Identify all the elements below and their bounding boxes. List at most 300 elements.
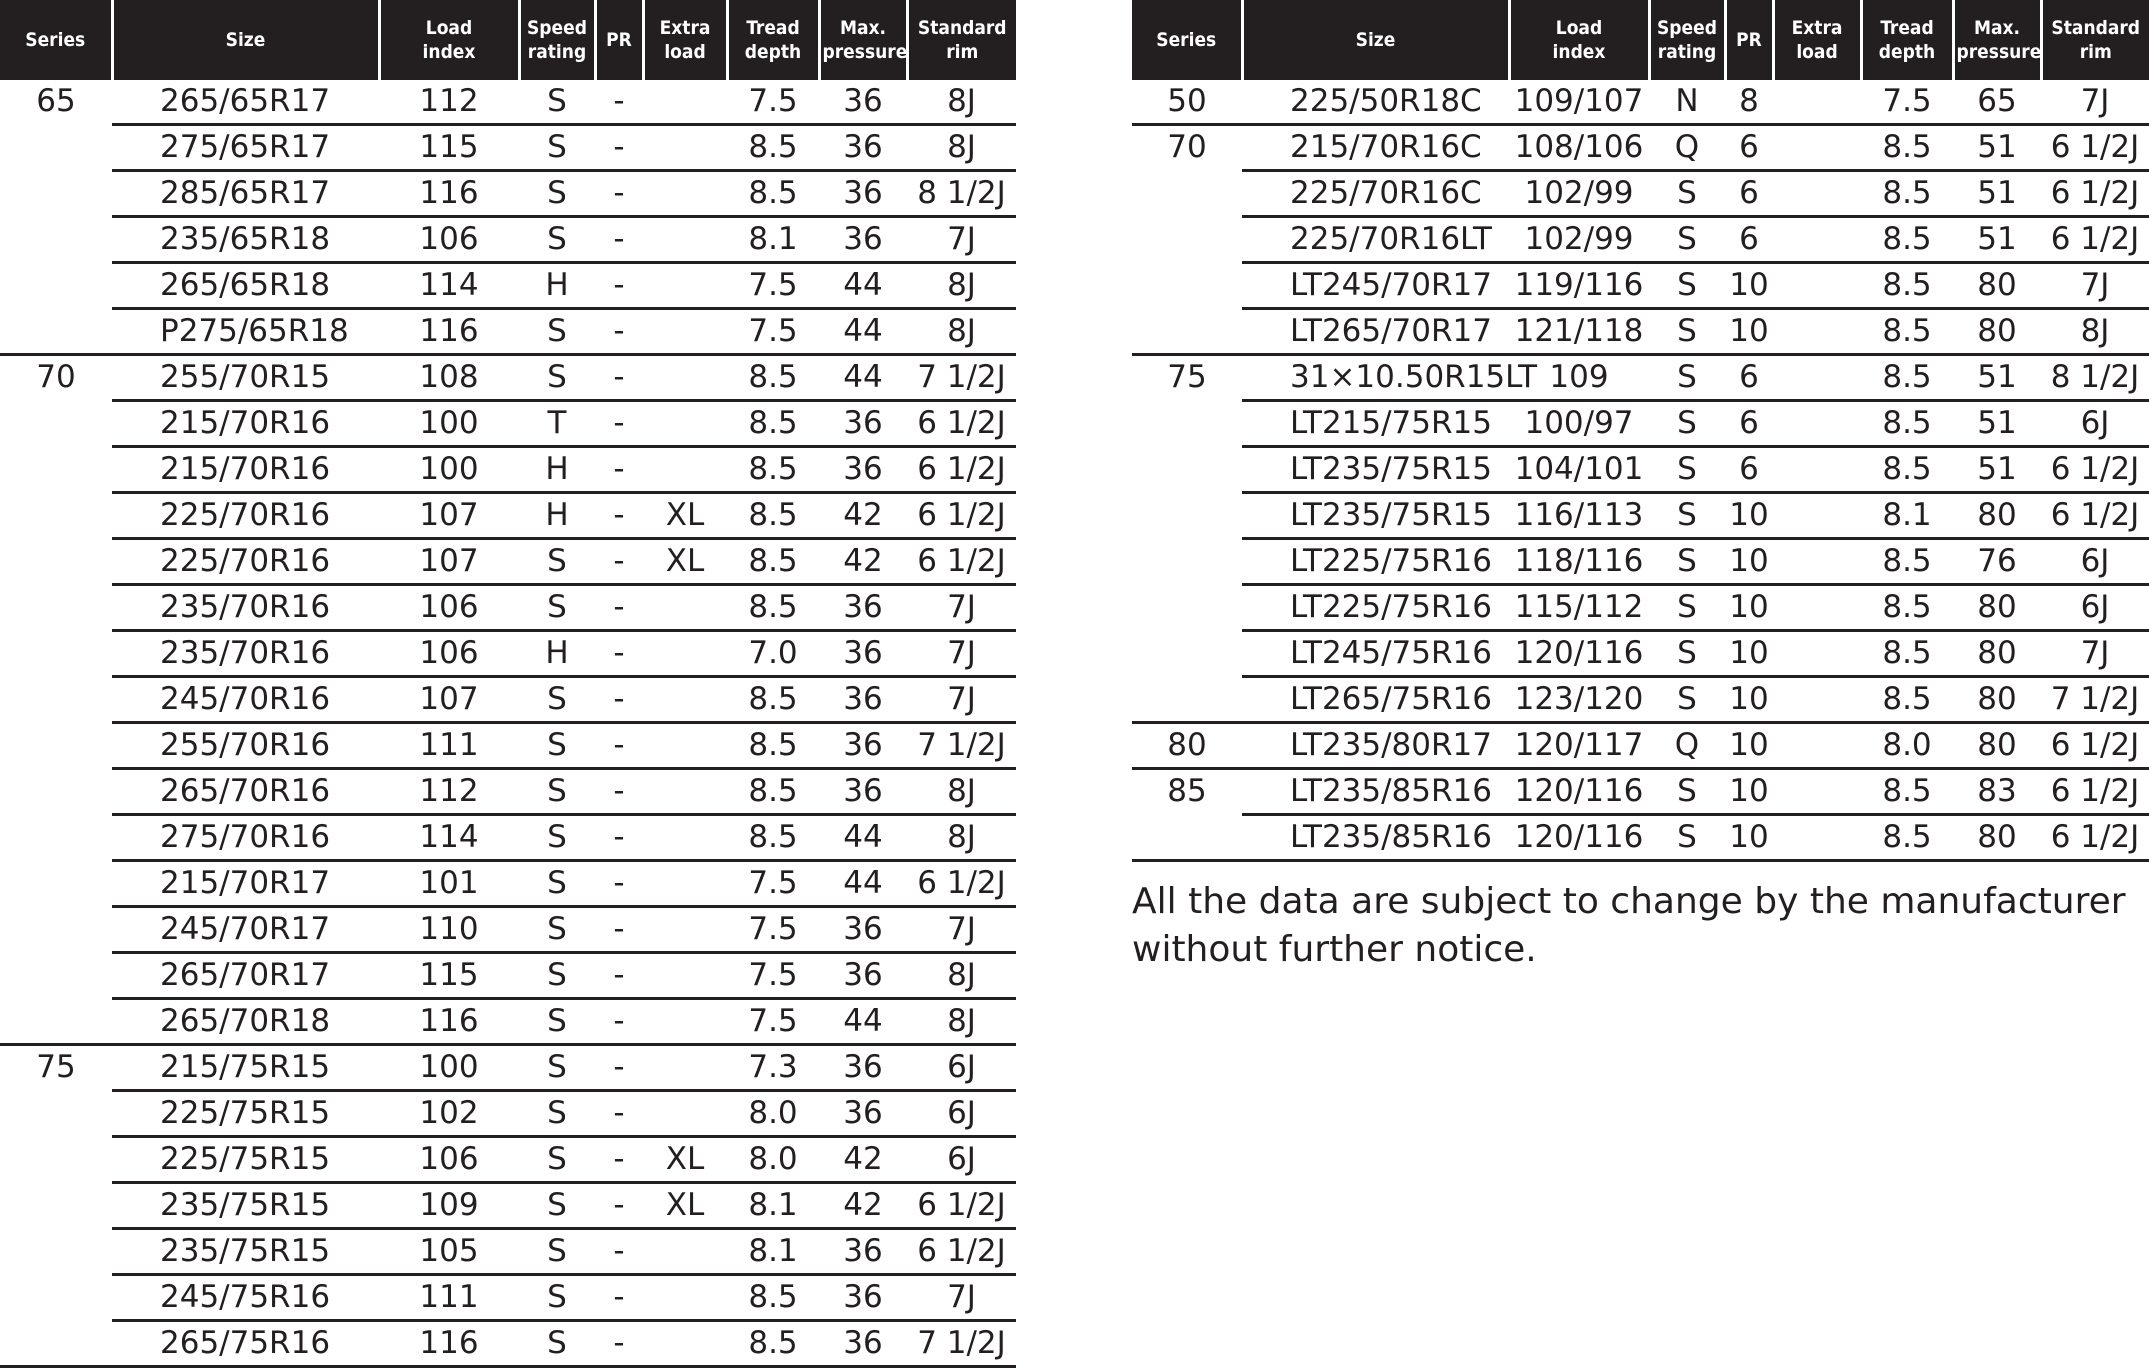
tread-depth-cell: 8.5 <box>1861 401 1953 447</box>
max-pressure-cell: 80 <box>1953 723 2041 769</box>
pr-cell: - <box>595 1045 643 1091</box>
size-cell: 215/70R16C <box>1242 125 1509 171</box>
load-index-cell: 120/116 <box>1509 631 1649 677</box>
table-row <box>0 80 1016 125</box>
size-cell: 265/65R17 <box>112 80 379 125</box>
size-cell: 225/70R16 <box>112 493 379 539</box>
table-row <box>0 1183 1016 1229</box>
tire-spec-table-right <box>1132 0 2149 862</box>
extra-load-cell <box>643 1275 727 1321</box>
table-row <box>1132 447 2149 493</box>
load-index-cell: 116 <box>379 309 519 355</box>
speed-rating-cell: S <box>1649 171 1725 217</box>
size-cell: LT235/85R16 <box>1242 815 1509 861</box>
speed-rating-cell: S <box>1649 585 1725 631</box>
load-index-cell: 109/107 <box>1509 80 1649 125</box>
speed-rating-cell: H <box>519 263 595 309</box>
load-index-cell: 115 <box>379 125 519 171</box>
tire-spec-table-left <box>0 0 1016 1368</box>
table-row <box>0 631 1016 677</box>
speed-rating-cell: S <box>519 355 595 401</box>
speed-rating-cell: S <box>1649 401 1725 447</box>
extra-load-cell <box>643 585 727 631</box>
disclaimer-notice <box>1132 878 2132 974</box>
standard-rim-cell: 7J <box>907 1275 1016 1321</box>
extra-load-cell <box>643 907 727 953</box>
tread-depth-cell: 8.5 <box>727 677 819 723</box>
max-pressure-cell: 36 <box>819 585 907 631</box>
max-pressure-cell: 36 <box>819 631 907 677</box>
tread-depth-cell: 7.5 <box>727 953 819 999</box>
header-tread-depth: Tread depth <box>1861 0 1953 80</box>
pr-cell: 8 <box>1725 80 1773 125</box>
extra-load-cell <box>1773 355 1861 401</box>
standard-rim-cell: 6J <box>2041 401 2149 447</box>
size-cell: 215/75R15 <box>112 1045 379 1091</box>
speed-rating-cell: Q <box>1649 125 1725 171</box>
max-pressure-cell: 36 <box>819 953 907 999</box>
max-pressure-cell: 51 <box>1953 355 2041 401</box>
extra-load-cell <box>643 631 727 677</box>
pr-cell: - <box>595 401 643 447</box>
tread-depth-cell: 8.5 <box>1861 263 1953 309</box>
pr-cell: 6 <box>1725 171 1773 217</box>
speed-rating-cell: H <box>519 631 595 677</box>
table-row <box>1132 309 2149 355</box>
load-index-cell: 106 <box>379 631 519 677</box>
max-pressure-cell: 80 <box>1953 585 2041 631</box>
max-pressure-cell: 36 <box>819 677 907 723</box>
pr-cell: - <box>595 217 643 263</box>
max-pressure-cell: 80 <box>1953 493 2041 539</box>
pr-cell: - <box>595 677 643 723</box>
tread-depth-cell: 7.0 <box>727 631 819 677</box>
max-pressure-cell: 36 <box>819 171 907 217</box>
pr-cell: - <box>595 999 643 1045</box>
table-body <box>0 80 1016 1367</box>
size-cell: 235/70R16 <box>112 585 379 631</box>
table-header <box>1132 0 2149 80</box>
series-cell: 70 <box>0 355 112 1045</box>
tread-depth-cell: 8.5 <box>727 1321 819 1367</box>
load-index-cell: 100 <box>379 1045 519 1091</box>
max-pressure-cell: 51 <box>1953 401 2041 447</box>
extra-load-cell <box>1773 447 1861 493</box>
extra-load-cell <box>1773 309 1861 355</box>
tread-depth-cell: 8.5 <box>1861 769 1953 815</box>
extra-load-cell <box>643 1229 727 1275</box>
table-header <box>0 0 1016 80</box>
tread-depth-cell: 7.5 <box>727 907 819 953</box>
speed-rating-cell: S <box>519 907 595 953</box>
pr-cell: - <box>595 355 643 401</box>
extra-load-cell <box>1773 125 1861 171</box>
speed-rating-cell: S <box>519 815 595 861</box>
load-index-cell: 102 <box>379 1091 519 1137</box>
header-tread-depth: Tread depth <box>727 0 819 80</box>
pr-cell: - <box>595 1183 643 1229</box>
size-cell: 265/65R18 <box>112 263 379 309</box>
extra-load-cell <box>1773 401 1861 447</box>
tread-depth-cell: 8.5 <box>1861 815 1953 861</box>
header-pr: PR <box>1725 0 1773 80</box>
table-row <box>0 401 1016 447</box>
extra-load-cell <box>1773 263 1861 309</box>
load-index-cell: 106 <box>379 217 519 263</box>
max-pressure-cell: 44 <box>819 355 907 401</box>
pr-cell: - <box>595 815 643 861</box>
table-row <box>1132 125 2149 171</box>
series-cell: 80 <box>1132 723 1242 769</box>
table-row <box>0 309 1016 355</box>
speed-rating-cell: S <box>1649 263 1725 309</box>
size-cell: 275/70R16 <box>112 815 379 861</box>
pr-cell: 6 <box>1725 217 1773 263</box>
standard-rim-cell: 6J <box>907 1137 1016 1183</box>
standard-rim-cell: 7J <box>907 907 1016 953</box>
standard-rim-cell: 7J <box>2041 80 2149 125</box>
speed-rating-cell: H <box>519 493 595 539</box>
table-row <box>1132 80 2149 125</box>
tread-depth-cell: 8.5 <box>1861 125 1953 171</box>
pr-cell: - <box>595 1229 643 1275</box>
pr-cell: 10 <box>1725 493 1773 539</box>
extra-load-cell: XL <box>643 1137 727 1183</box>
pr-cell: - <box>595 723 643 769</box>
max-pressure-cell: 36 <box>819 1045 907 1091</box>
speed-rating-cell: S <box>519 999 595 1045</box>
load-index-cell: 102/99 <box>1509 171 1649 217</box>
table-row <box>0 907 1016 953</box>
tread-depth-cell: 8.5 <box>1861 355 1953 401</box>
load-index-cell: 120/116 <box>1509 815 1649 861</box>
pr-cell: 10 <box>1725 677 1773 723</box>
size-cell: 225/75R15 <box>112 1137 379 1183</box>
speed-rating-cell: Q <box>1649 723 1725 769</box>
pr-cell: - <box>595 493 643 539</box>
tread-depth-cell: 8.5 <box>727 447 819 493</box>
tread-depth-cell: 7.5 <box>1861 80 1953 125</box>
extra-load-cell <box>1773 171 1861 217</box>
extra-load-cell <box>1773 585 1861 631</box>
max-pressure-cell: 51 <box>1953 217 2041 263</box>
table-row <box>0 355 1016 401</box>
pr-cell: - <box>595 631 643 677</box>
series-cell: 65 <box>0 80 112 355</box>
standard-rim-cell: 6 1/2J <box>2041 815 2149 861</box>
speed-rating-cell: S <box>519 217 595 263</box>
standard-rim-cell: 6 1/2J <box>2041 125 2149 171</box>
load-index-cell: 100/97 <box>1509 401 1649 447</box>
table-row <box>0 1275 1016 1321</box>
standard-rim-cell: 6 1/2J <box>907 401 1016 447</box>
pr-cell: 6 <box>1725 401 1773 447</box>
size-cell: LT265/70R17 <box>1242 309 1509 355</box>
size-cell: 265/70R16 <box>112 769 379 815</box>
size-cell: LT235/75R15 <box>1242 447 1509 493</box>
speed-rating-cell: S <box>519 309 595 355</box>
table-row <box>0 585 1016 631</box>
tread-depth-cell: 7.5 <box>727 999 819 1045</box>
pr-cell: - <box>595 1275 643 1321</box>
max-pressure-cell: 42 <box>819 539 907 585</box>
extra-load-cell <box>643 1045 727 1091</box>
load-index-cell: 112 <box>379 80 519 125</box>
pr-cell: - <box>595 263 643 309</box>
standard-rim-cell: 6 1/2J <box>907 1183 1016 1229</box>
standard-rim-cell: 8J <box>2041 309 2149 355</box>
header-pr: PR <box>595 0 643 80</box>
size-cell: LT265/75R16 <box>1242 677 1509 723</box>
load-index-cell: 114 <box>379 815 519 861</box>
standard-rim-cell: 8J <box>907 769 1016 815</box>
speed-rating-cell: S <box>1649 217 1725 263</box>
max-pressure-cell: 36 <box>819 401 907 447</box>
extra-load-cell <box>1773 631 1861 677</box>
max-pressure-cell: 80 <box>1953 677 2041 723</box>
header-series: Series <box>0 0 112 80</box>
standard-rim-cell: 6 1/2J <box>2041 171 2149 217</box>
max-pressure-cell: 36 <box>819 1229 907 1275</box>
table-row <box>0 1229 1016 1275</box>
size-cell: LT245/75R16 <box>1242 631 1509 677</box>
extra-load-cell <box>643 769 727 815</box>
size-cell: LT225/75R16 <box>1242 585 1509 631</box>
tread-depth-cell: 7.5 <box>727 80 819 125</box>
size-cell: 225/50R18C <box>1242 80 1509 125</box>
pr-cell: 10 <box>1725 815 1773 861</box>
max-pressure-cell: 44 <box>819 861 907 907</box>
standard-rim-cell: 7J <box>907 677 1016 723</box>
speed-rating-cell: S <box>1649 309 1725 355</box>
load-index-cell: 116 <box>379 171 519 217</box>
extra-load-cell: XL <box>643 539 727 585</box>
size-cell: 235/75R15 <box>112 1229 379 1275</box>
speed-rating-cell: S <box>519 861 595 907</box>
pr-cell: - <box>595 125 643 171</box>
standard-rim-cell: 6 1/2J <box>2041 769 2149 815</box>
size-cell: 225/70R16LT <box>1242 217 1509 263</box>
pr-cell: - <box>595 1137 643 1183</box>
speed-rating-cell: H <box>519 447 595 493</box>
table-row <box>0 723 1016 769</box>
pr-cell: - <box>595 769 643 815</box>
size-cell: 225/70R16C <box>1242 171 1509 217</box>
table-row <box>0 861 1016 907</box>
pr-cell: 10 <box>1725 631 1773 677</box>
load-index-cell: 102/99 <box>1509 217 1649 263</box>
size-cell: 235/70R16 <box>112 631 379 677</box>
extra-load-cell: XL <box>643 493 727 539</box>
pr-cell: - <box>595 585 643 631</box>
tread-depth-cell: 8.5 <box>1861 447 1953 493</box>
extra-load-cell <box>643 447 727 493</box>
table-body <box>1132 80 2149 861</box>
extra-load-cell <box>643 1321 727 1367</box>
max-pressure-cell: 42 <box>819 1137 907 1183</box>
header-standard-rim: Standard rim <box>2041 0 2149 80</box>
size-cell: 215/70R16 <box>112 447 379 493</box>
load-index-cell: 110 <box>379 907 519 953</box>
tread-depth-cell: 7.5 <box>727 309 819 355</box>
standard-rim-cell: 8J <box>907 80 1016 125</box>
series-cell: 70 <box>1132 125 1242 355</box>
extra-load-cell <box>643 263 727 309</box>
tread-depth-cell: 8.5 <box>727 585 819 631</box>
extra-load-cell <box>1773 769 1861 815</box>
standard-rim-cell: 6J <box>2041 539 2149 585</box>
speed-rating-cell: S <box>519 769 595 815</box>
disclaimer-line: All the data are subject to change by the manufacturer <box>1132 881 2126 922</box>
speed-rating-cell: S <box>1649 631 1725 677</box>
extra-load-cell <box>643 309 727 355</box>
speed-rating-cell: S <box>519 1045 595 1091</box>
extra-load-cell <box>643 1091 727 1137</box>
pr-cell: - <box>595 171 643 217</box>
pr-cell: - <box>595 309 643 355</box>
disclaimer-line: without further notice. <box>1132 929 1537 970</box>
load-index-cell: 108 <box>379 355 519 401</box>
max-pressure-cell: 36 <box>819 1091 907 1137</box>
standard-rim-cell: 8J <box>907 999 1016 1045</box>
standard-rim-cell: 6 1/2J <box>907 447 1016 493</box>
tread-depth-cell: 8.5 <box>727 723 819 769</box>
speed-rating-cell: S <box>519 1321 595 1367</box>
tread-depth-cell: 7.5 <box>727 263 819 309</box>
standard-rim-cell: 6J <box>2041 585 2149 631</box>
table-row <box>0 953 1016 999</box>
series-cell: 75 <box>1132 355 1242 723</box>
max-pressure-cell: 36 <box>819 447 907 493</box>
speed-rating-cell: S <box>519 1183 595 1229</box>
header-standard-rim: Standard rim <box>907 0 1016 80</box>
table-row <box>1132 585 2149 631</box>
header-series: Series <box>1132 0 1242 80</box>
table-row <box>0 539 1016 585</box>
size-cell: 245/70R17 <box>112 907 379 953</box>
standard-rim-cell: 6 1/2J <box>2041 493 2149 539</box>
table-row <box>1132 171 2149 217</box>
size-cell: LT235/80R17 <box>1242 723 1509 769</box>
speed-rating-cell: N <box>1649 80 1725 125</box>
load-index-cell: 115/112 <box>1509 585 1649 631</box>
header-size: Size <box>1242 0 1509 80</box>
standard-rim-cell: 8J <box>907 309 1016 355</box>
extra-load-cell <box>1773 677 1861 723</box>
size-cell: 225/75R15 <box>112 1091 379 1137</box>
speed-rating-cell: S <box>519 539 595 585</box>
size-cell: LT235/75R15 <box>1242 493 1509 539</box>
tread-depth-cell: 8.1 <box>727 217 819 263</box>
table-row <box>1132 723 2149 769</box>
max-pressure-cell: 44 <box>819 263 907 309</box>
table-row <box>0 493 1016 539</box>
size-cell: LT215/75R15 <box>1242 401 1509 447</box>
max-pressure-cell: 51 <box>1953 125 2041 171</box>
speed-rating-cell: S <box>519 125 595 171</box>
speed-rating-cell: S <box>519 1275 595 1321</box>
extra-load-cell <box>643 217 727 263</box>
table-row <box>1132 769 2149 815</box>
size-cell: LT245/70R17 <box>1242 263 1509 309</box>
table-row <box>0 1091 1016 1137</box>
speed-rating-cell: S <box>519 585 595 631</box>
table-row <box>1132 217 2149 263</box>
header-max-pressure: Max. pressure <box>819 0 907 80</box>
tread-depth-cell: 7.5 <box>727 861 819 907</box>
load-index-cell: 101 <box>379 861 519 907</box>
load-index-cell: 115 <box>379 953 519 999</box>
pr-cell: - <box>595 1321 643 1367</box>
load-index-cell: 104/101 <box>1509 447 1649 493</box>
pr-cell: - <box>595 861 643 907</box>
max-pressure-cell: 76 <box>1953 539 2041 585</box>
max-pressure-cell: 65 <box>1953 80 2041 125</box>
load-index-cell: 111 <box>379 1275 519 1321</box>
load-index-cell: 100 <box>379 447 519 493</box>
load-index-cell: 108/106 <box>1509 125 1649 171</box>
size-cell: 265/70R17 <box>112 953 379 999</box>
standard-rim-cell: 6 1/2J <box>907 493 1016 539</box>
table-row <box>0 769 1016 815</box>
pr-cell: 10 <box>1725 309 1773 355</box>
table-row <box>0 677 1016 723</box>
speed-rating-cell: T <box>519 401 595 447</box>
speed-rating-cell: S <box>1649 493 1725 539</box>
size-cell: 235/65R18 <box>112 217 379 263</box>
extra-load-cell <box>643 401 727 447</box>
table-row <box>0 999 1016 1045</box>
header-load-index: Load index <box>379 0 519 80</box>
size-cell: 235/75R15 <box>112 1183 379 1229</box>
max-pressure-cell: 36 <box>819 125 907 171</box>
pr-cell: 6 <box>1725 125 1773 171</box>
load-index-cell: 109 <box>1509 355 1649 401</box>
series-cell: 50 <box>1132 80 1242 125</box>
extra-load-cell <box>643 355 727 401</box>
max-pressure-cell: 80 <box>1953 263 2041 309</box>
tread-depth-cell: 8.5 <box>1861 585 1953 631</box>
tread-depth-cell: 8.0 <box>727 1137 819 1183</box>
load-index-cell: 111 <box>379 723 519 769</box>
header-load-index: Load index <box>1509 0 1649 80</box>
tread-depth-cell: 8.0 <box>727 1091 819 1137</box>
series-cell: 75 <box>0 1045 112 1367</box>
max-pressure-cell: 36 <box>819 769 907 815</box>
standard-rim-cell: 8J <box>907 815 1016 861</box>
tread-depth-cell: 8.5 <box>727 769 819 815</box>
standard-rim-cell: 6 1/2J <box>2041 447 2149 493</box>
pr-cell: 10 <box>1725 539 1773 585</box>
max-pressure-cell: 42 <box>819 493 907 539</box>
standard-rim-cell: 7J <box>2041 263 2149 309</box>
standard-rim-cell: 7 1/2J <box>2041 677 2149 723</box>
header-extra-load: Extra load <box>1773 0 1861 80</box>
extra-load-cell <box>643 171 727 217</box>
max-pressure-cell: 44 <box>819 999 907 1045</box>
speed-rating-cell: S <box>1649 355 1725 401</box>
standard-rim-cell: 6 1/2J <box>2041 723 2149 769</box>
extra-load-cell <box>643 677 727 723</box>
pr-cell: 6 <box>1725 447 1773 493</box>
standard-rim-cell: 7 1/2J <box>907 723 1016 769</box>
tread-depth-cell: 8.5 <box>1861 631 1953 677</box>
extra-load-cell <box>1773 80 1861 125</box>
size-cell: 285/65R17 <box>112 171 379 217</box>
max-pressure-cell: 42 <box>819 1183 907 1229</box>
load-index-cell: 109 <box>379 1183 519 1229</box>
extra-load-cell <box>1773 815 1861 861</box>
